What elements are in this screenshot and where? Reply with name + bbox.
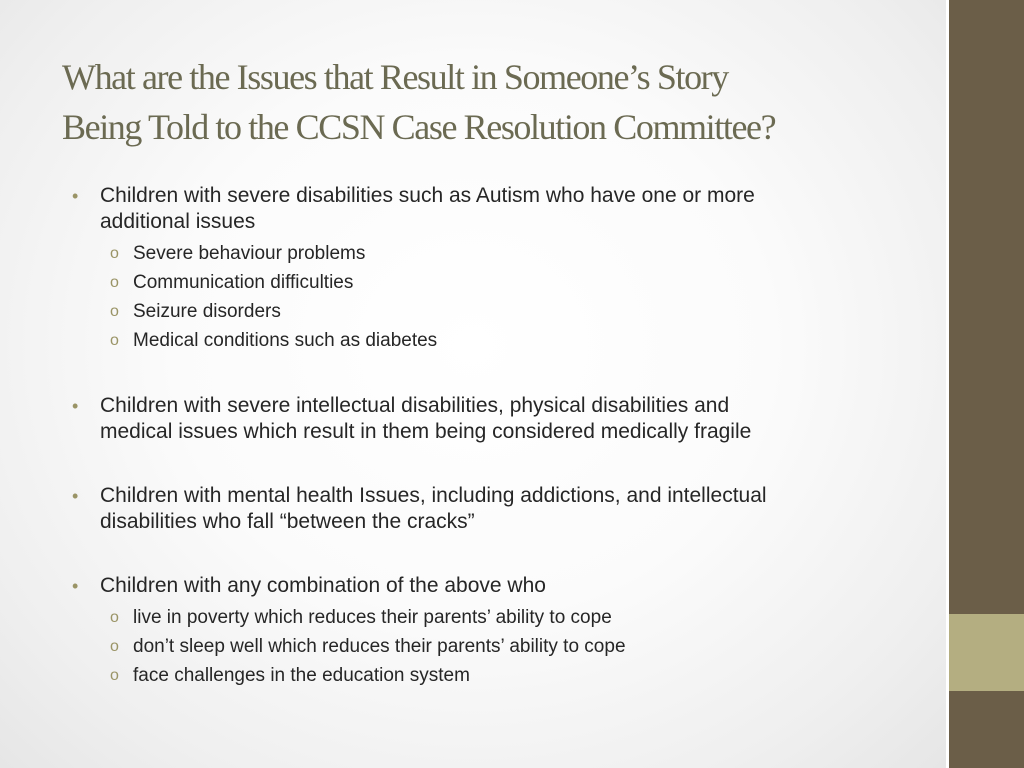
sub-bullet-circle-icon: o: [110, 245, 119, 262]
bullet-item: [72, 393, 932, 445]
bullet-item: [72, 573, 932, 599]
sub-bullet-text: Medical conditions such as diabetes: [133, 330, 438, 351]
sub-bullet-text: don’t sleep well which reduces their parents’ ability to cope: [133, 636, 626, 657]
bullet-text-line: medical issues which result in them being considered medically fragile: [100, 420, 752, 443]
title-line: Being Told to the CCSN Case Resolution Committee?: [62, 107, 776, 147]
sub-bullet-item: [72, 661, 932, 690]
decorative-sidebar: [946, 0, 1024, 768]
bullet-text-line: disabilities who fall “between the cracks”: [100, 510, 475, 533]
sub-bullet-text: live in poverty which reduces their parents’ ability to cope: [133, 607, 612, 628]
sub-bullet-item: [72, 268, 932, 297]
sub-bullet-circle-icon: o: [110, 609, 119, 626]
sub-bullet-item: [72, 603, 932, 632]
bullet-item: [72, 183, 932, 235]
sidebar-accent-band: [949, 614, 1024, 691]
bullet-list: [72, 183, 932, 690]
sub-bullet-circle-icon: o: [110, 274, 119, 291]
sub-bullet-item: [72, 239, 932, 268]
bullet-dot-icon: •: [72, 396, 79, 416]
bullet-text-line: additional issues: [100, 210, 256, 233]
sub-bullet-text: Communication difficulties: [133, 272, 354, 293]
sub-bullet-circle-icon: o: [110, 638, 119, 655]
bullet-text-line: Children with any combination of the above who: [100, 574, 546, 597]
sub-bullet-item: [72, 326, 932, 355]
bullet-item: [72, 483, 932, 535]
sub-bullet-text: Severe behaviour problems: [133, 243, 366, 264]
bullet-dot-icon: •: [72, 186, 79, 206]
bullet-text-line: Children with severe intellectual disabilities, physical disabilities and: [100, 394, 730, 417]
sub-bullet-circle-icon: o: [110, 303, 119, 320]
bullet-text-line: Children with mental health Issues, including addictions, and intellectual: [100, 484, 767, 507]
sub-bullet-text: Seizure disorders: [133, 301, 281, 322]
sub-bullet-circle-icon: o: [110, 332, 119, 349]
sub-bullet-text: face challenges in the education system: [133, 665, 470, 686]
title-line: What are the Issues that Result in Someone’s Story: [62, 57, 728, 97]
sub-bullet-item: [72, 297, 932, 326]
slide-title: [62, 52, 922, 152]
bullet-dot-icon: •: [72, 576, 79, 596]
sub-bullet-circle-icon: o: [110, 667, 119, 684]
bullet-text-line: Children with severe disabilities such as Autism who have one or more: [100, 184, 755, 207]
bullet-dot-icon: •: [72, 486, 79, 506]
sub-bullet-item: [72, 632, 932, 661]
